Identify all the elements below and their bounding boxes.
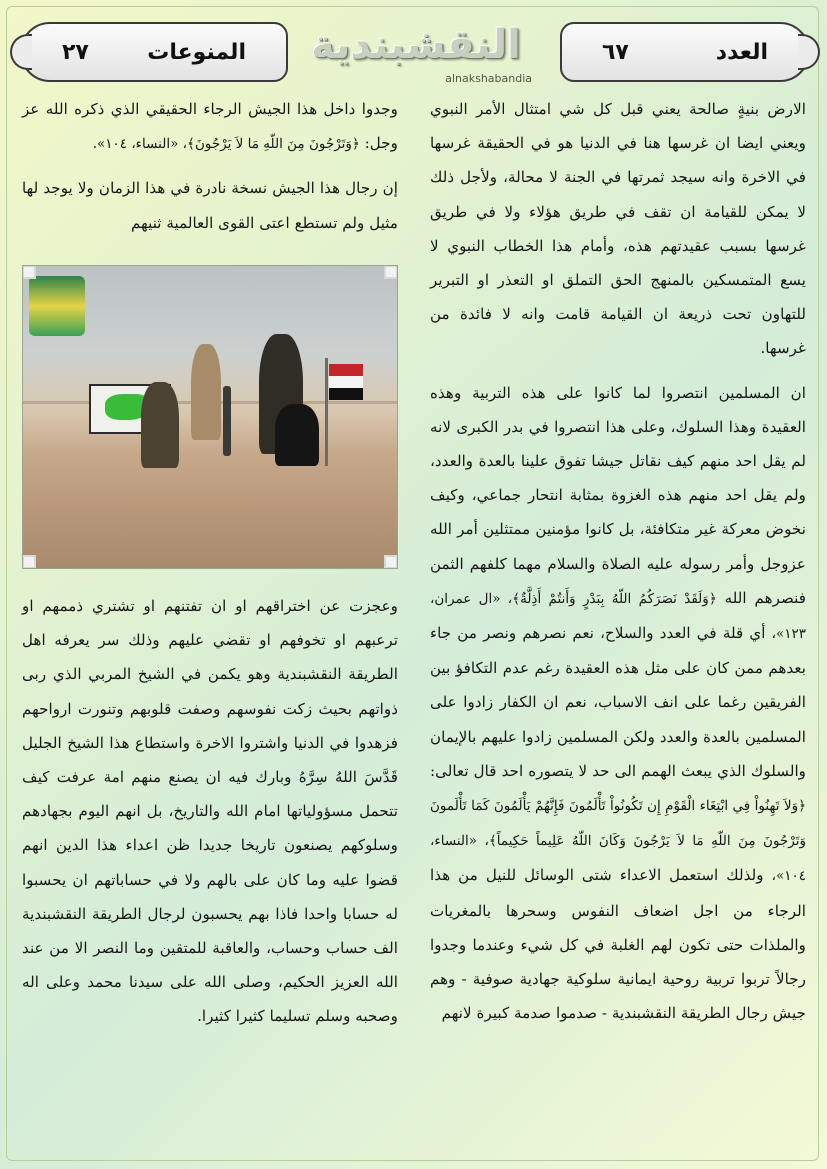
paragraph-text: ولذلك استعمل الاعداء شتى الوسائل للنيل من هذا الرجاء من اجل اضعاف النفوس وسحرها بالمغريات والملذات حتى تكون لهم الغلبة في كل شيء وعندما وجدوا رجالاً تربوا تربية روحية ايمانية سلوكية جهادية صوفية - وهم جيش رجال الطريقة النقشبندية - صدموا صدمة كبيرة لانهم [430, 866, 806, 1023]
photo-corner-decoration [384, 555, 398, 569]
paragraph [430, 376, 806, 1031]
masthead-latin: alnakshabandia [445, 72, 532, 85]
masthead-logo [296, 18, 536, 90]
iraq-flag-black-band [329, 388, 363, 400]
page-number: ٢٧ [62, 39, 89, 65]
paragraph: وعجزت عن اختراقهم او ان تفتنهم او تشتري ذممهم او ترعبهم او تخوفهم او تقضي عليهم وذلك سر يعرفه اهل الطريقة النقشبندية وهو يكمن في الشيخ المربي الذي ربى ذواتهم بحيث زكت نفوسهم وصفت قلوبهم وتنورت ارواحهم فزهدوا في الدنيا واشتروا الاخرة واستطاع هذا الشيخ الجليل قَدَّسَ اللهُ سِرَّهُ وبارك فيه ان يصنع منهم امة عرفت كيف تتحمل مسؤولياتها امام الله والتاريخ، بل انهم اليوم بجهادهم وسلوكهم يصنعون تاريخا جديدا ظن اعداء هذا الدين انهم قضوا عليه وما كان على بالهم ولا في حساباتهم ان يحسبوا له حسابا واحدا فاذا بهم يحسبون لرجال الطريقة النقشبندية الف حساب وحساب، والعاقبة للمتقين وما النصر الا من عند الله العزيز الحكيم، وصلى الله على سيدنا محمد وعلى اله وصحبه وسلم تسليما كثيرا كثيرا. [22, 597, 398, 1026]
issue-number: ٦٧ [602, 39, 629, 65]
photo-corner-decoration [22, 265, 36, 279]
paragraph [22, 92, 398, 161]
flag-pole [325, 358, 328, 466]
left-column-bottom [22, 589, 398, 1034]
quran-quote: ﴿وَلَقَدْ نَصَرَكُمُ اللّهُ بِبَدْرٍ وَأَنتُمْ أَذِلَّةٌ﴾، «ال عمران، ١٢٣»، [430, 590, 806, 643]
banner-logo-image [29, 276, 85, 336]
fighter-figure [141, 382, 179, 468]
section-banner [20, 22, 288, 82]
fighter-figure [275, 404, 319, 466]
quran-quote: ﴿وَلاَ تَهِنُواْ فِي ابْتِغَاء الْقَوْمِ إِن تَكُونُواْ تَأْلَمُونَ فَإِنَّهُمْ يَأْلَمُونَ كَمَا تَأْلَمونَ وَتَرْجُونَ مِنَ اللّهِ مَا لاَ يَرْجُونَ وَكَانَ اللّهُ عَلِيماً حَكِيماً﴾، «النساء، ١٠٤»، [430, 798, 806, 885]
issue-label: العدد [715, 39, 768, 65]
quran-quote: ﴿وَتَرْجُونَ مِنَ اللّهِ مَا لاَ يَرْجُونَ﴾، «النساء، ١٠٤». [92, 136, 360, 153]
article-photo [22, 265, 398, 569]
iraq-flag-icon [329, 364, 363, 376]
paragraph-text: وجدوا داخل هذا الجيش الرجاء الحقيقي الذي ذكره الله عز وجل: [22, 100, 398, 153]
left-column-top [22, 92, 398, 240]
paragraph: إن رجال هذا الجيش نسخة نادرة في هذا الزمان ولا يوجد لها مثيل ولم تستطع اعتى القوى العالمية ثنيهم [22, 179, 398, 232]
masthead-title: النقشبندية [311, 22, 521, 68]
mortar-weapon [223, 386, 231, 456]
paragraph: الارض بنيةٍ صالحة يعني قبل كل شي امتثال الأمر النبوي ويعني ايضا ان غرسها هنا في الدنيا هو في الحقيقة غرسها في الاخرة وانه سيجد ثمرتها في الجنة لا محالة، ولأجل ذلك لا يمكن للقيامة ان تقف في طريق هؤلاء ولا في طريق غرسها بسبب عقيدتهم هذه، وأمام هذا الخطاب النبوي لا يسع المتمسكين بالمنهج الحق التملق او التعذر او التبرير للتهاون تحت ذريعة ان القيامة قامت وانه لا فائدة من غرسها. [430, 100, 806, 358]
paragraph-text: أي قلة في العدد والسلاح، نعم نصرهم ونصر من جاء بعدهم ممن كان على مثل هذه العقيدة رغم عدم التكافؤ بين الفريقين رغما على انف الاسباب، نعم ان الكفار زادوا على المسلمين بالعدة والعدد ولكن المسلمين زادوا عليهم بالإيمان والسلوك الذي يبعث الهمم الى حد لا يتصوره احد قال تعالى: [430, 624, 806, 780]
photo-corner-decoration [384, 265, 398, 279]
section-title: المنوعات [147, 39, 246, 65]
right-column [430, 92, 806, 1030]
paragraph-text: ان المسلمين انتصروا لما كانوا على هذه التربية وهذه العقيدة وهذا السلوك، وعلى هذا انتصروا في بدر الكبرى لانه لم يقل احد منهم كيف نقاتل جيشا تفوق علينا بالعدة والعدد، ولم يقل احد منهم هذه الغزوة بمثابة انتحار جماعي، وكيف نخوض معركة غير متكافئة، بل كانوا مؤمنين ممتثلين أمر الله عزوجل وأمر رسوله عليه الصلاة والسلام مهما كلفهم الثمن فنصرهم الله [430, 383, 807, 607]
iraq-flag-white-band [329, 376, 363, 388]
fighter-figure [191, 344, 221, 440]
photo-corner-decoration [22, 555, 36, 569]
issue-banner [560, 22, 810, 82]
